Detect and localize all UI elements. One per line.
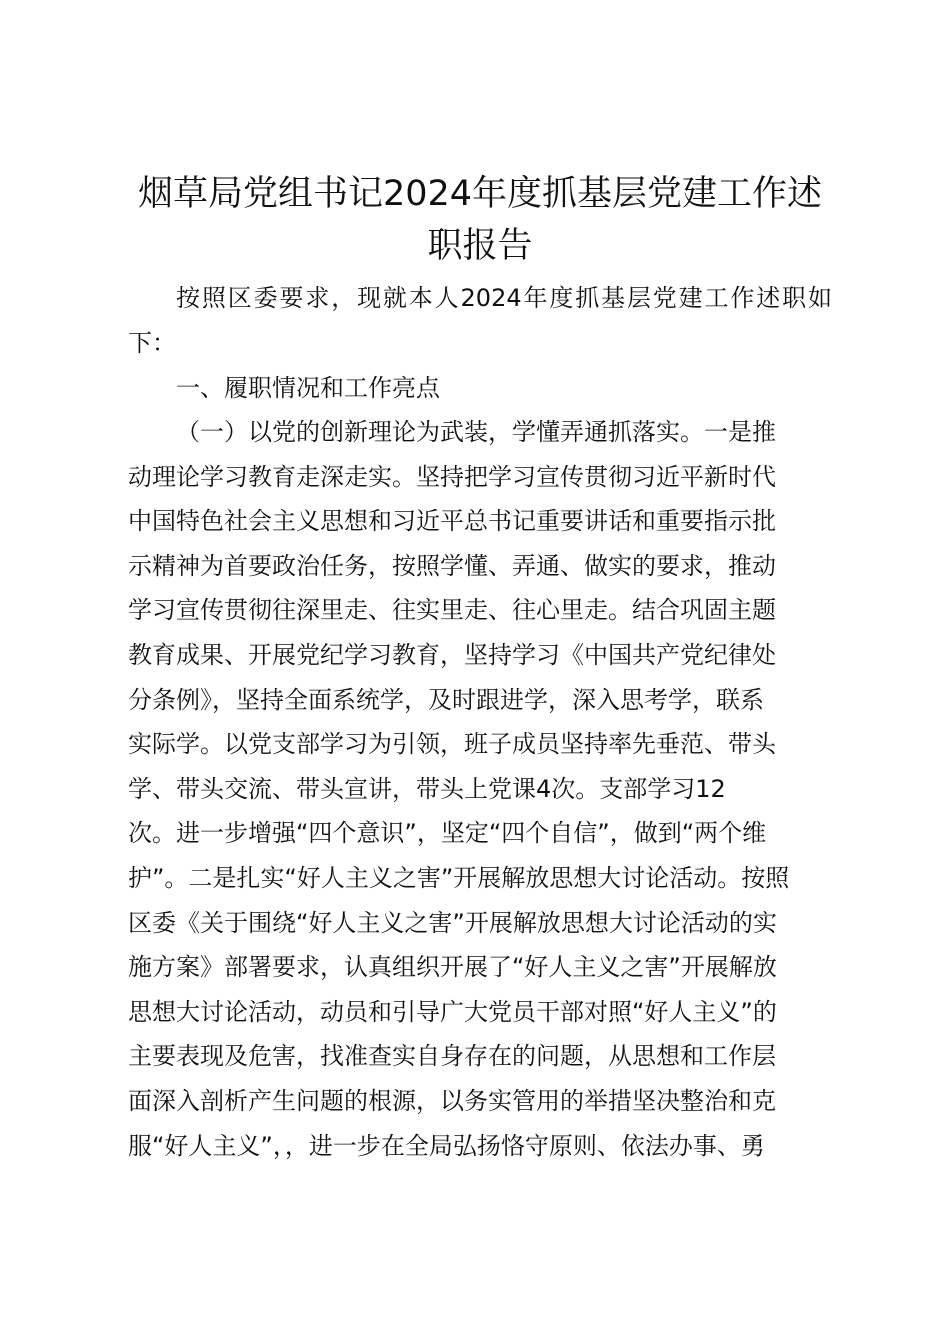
paragraph-line: 教育成果、开展党纪学习教育，坚持学习《中国共产党纪律处 (128, 640, 776, 669)
paragraph-line: 学习宣传贯彻往深里走、往实里走、往心里走。结合巩固主题 (128, 596, 776, 625)
paragraph-line: 面深入剖析产生问题的根源，以务实管用的举措坚决整治和克 (128, 1086, 776, 1115)
paragraph-line: 动理论学习教育走深走实。坚持把学习宣传贯彻习近平新时代 (128, 462, 776, 491)
paragraph-line: 服“好人主义”，，进一步在全局弘扬恪守原则、依法办事、勇 (128, 1131, 765, 1160)
paragraph-line: 示精神为首要政治任务，按照学懂、弄通、做实的要求，推动 (128, 551, 776, 580)
title-line-2: 职报告 (427, 226, 533, 266)
paragraph-line: 中国特色社会主义思想和习近平总书记重要讲话和重要指示批 (128, 507, 776, 536)
intro-paragraph: 按照区委要求，现就本人2024年度抓基层党建工作述职如下： (128, 284, 832, 357)
title-line-1: 烟草局党组书记2024年度抓基层党建工作述 (137, 174, 823, 214)
paragraph-line: 施方案》部署要求，认真组织开展了“好人主义之害”开展解放 (128, 953, 777, 982)
paragraph-line: 主要表现及危害，找准查实自身存在的问题，从思想和工作层 (128, 1042, 776, 1071)
paragraph-line: 实际学。以党支部学习为引领，班子成员坚持率先垂范、带头 (128, 730, 776, 759)
body-paragraph (128, 410, 832, 1168)
paragraph-line: 护”。二是扎实“好人主义之害”开展解放思想大讨论活动。按照 (128, 863, 790, 892)
paragraph-line: 区委《关于围绕“好人主义之害”开展解放思想大讨论活动的实 (128, 908, 777, 937)
document-title (110, 168, 850, 272)
paragraph-line: 思想大讨论活动，动员和引导广大党员干部对照“好人主义”的 (128, 997, 777, 1026)
paragraph-line: 次。进一步增强“四个意识”，坚定“四个自信”，做到“两个维 (128, 819, 767, 848)
paragraph-line: 学、带头交流、带头宣讲，带头上党课4次。支部学习12 (128, 774, 726, 803)
paragraph-line: 分条例》，坚持全面系统学，及时跟进学，深入思考学，联系 (128, 685, 764, 714)
paragraph-line: （一）以党的创新理论为武装，学懂弄通抓落实。一是推 (176, 418, 776, 446)
section-heading: 一、履职情况和工作亮点 (176, 374, 440, 402)
